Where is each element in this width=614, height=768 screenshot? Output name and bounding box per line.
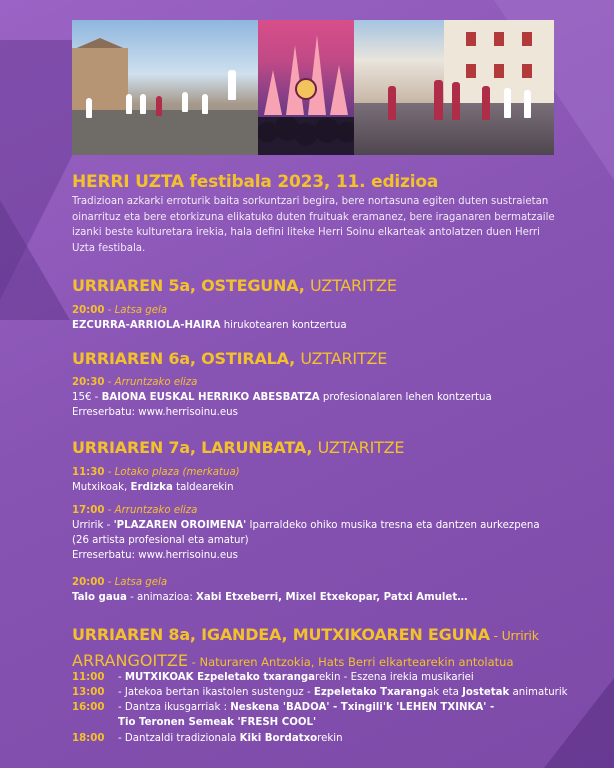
photo-street-dancers: [354, 20, 554, 155]
event-performer: MUTXIKOAK Ezpeletako txaranga: [124, 672, 315, 683]
event: [72, 685, 568, 700]
day-heading: [72, 625, 539, 644]
event: [72, 731, 343, 746]
event-description: - Dantza ikusgarriak :: [118, 702, 231, 713]
photo-church-silhouettes: [258, 20, 354, 155]
event: 20:00 - Latsa gela EZCURRA-ARRIOLA-HAIRA hirukotearen kontzertua: [72, 305, 347, 331]
event-performer: Erdizka: [130, 482, 173, 493]
event-price: Urririk -: [72, 520, 114, 531]
day-location: ARRANGOITZE: [72, 651, 188, 670]
background-shape: [0, 200, 70, 320]
event: 20:30 - Arruntzako eliza 15€ - BAIONA EUSKAL HERRIKO ABESBATZA profesionalaren lehen kontzertua Erreserbatu: www.herrisoinu.eus: [72, 375, 572, 420]
festival-intro: Tradizioan azkarki erroturik baita sorkuntzari begira, bere nortasuna egiten duten sustraietan oinarrituz eta bere etorkizuna elikatuko duten fruituak eramanez, bere iraganaren bermatzaile izanki beste kulturetara irekia, hala defini liteke Herri Soinu elkarteak antolatzen duen Herri Uzta festibala.: [72, 196, 555, 254]
event-description-cont: rekin: [317, 733, 343, 744]
event-title: Talo gaua: [72, 592, 127, 603]
event-type: Mutxikoak,: [72, 482, 131, 493]
event: [72, 700, 494, 715]
event-performers-cont: Tio Teronen Semeak 'FRESH COOL': [118, 717, 317, 728]
event-time: 20:30: [72, 377, 105, 388]
day-location-detail: - Naturaren Antzokia, Hats Berri elkartearekin antolatua: [188, 655, 514, 669]
event-time: 18:00: [72, 733, 105, 744]
day-location-line: [72, 651, 514, 670]
day-date: URRIAREN 7a, LARUNBATA,: [72, 438, 313, 457]
event-continuation: [72, 715, 316, 730]
event-description: - animazioa:: [126, 592, 197, 603]
festival-title: HERRI UZTA festibala 2023, 11. edizioa: [72, 172, 439, 192]
event-place: Arruntzako eliza: [114, 377, 198, 388]
event-place: Arruntzako eliza: [114, 505, 198, 516]
event: 20:00 - Latsa gela Talo gaua - animazioa: Xabi Etxeberri, Mixel Etxekopar, Patxi Amulet…: [72, 577, 468, 603]
event-performer: Kiki Bordatxo: [239, 733, 318, 744]
event-description-cont: ak eta: [427, 687, 463, 698]
event-description: - Dantzaldi tradizionala: [118, 733, 240, 744]
event-time: 16:00: [72, 702, 105, 713]
event-performer: Jostetak: [462, 687, 510, 698]
event-time: 13:00: [72, 687, 105, 698]
event-description-cont: (26 artista profesional eta amatur): [72, 535, 249, 546]
event-description-cont: animaturik: [509, 687, 568, 698]
event-booking: Erreserbatu: www.herrisoinu.eus: [72, 407, 238, 418]
event-performer: Ezpeletako Txarang: [313, 687, 427, 698]
event-performer: BAIONA EUSKAL HERRIKO ABESBATZA: [101, 392, 320, 403]
day-location: UZTARITZE: [317, 438, 405, 457]
day-free-entry: - Urririk: [489, 628, 539, 643]
event-performer: EZCURRA-ARRIOLA-HAIRA: [72, 320, 221, 331]
event: 11:30 - Lotako plaza (merkatua) Mutxikoak, Erdizka taldearekin: [72, 467, 240, 493]
event-description: Iparraldeko ohiko musika tresna eta dantzen aurkezpena: [246, 520, 540, 531]
event-place: Latsa gela: [114, 577, 168, 588]
event-time: 20:00: [72, 305, 105, 316]
event-time: 11:00: [72, 672, 105, 683]
event-performers: Neskena 'BADOA' - Txingili'k 'LEHEN TXINKA' -: [230, 702, 495, 713]
event-description: hirukotearen kontzertua: [220, 320, 347, 331]
event-place: Latsa gela: [114, 305, 168, 316]
day-date: URRIAREN 6a, OSTIRALA,: [72, 349, 296, 368]
event-description: taldearekin: [172, 482, 234, 493]
event-description: profesionalaren lehen kontzertua: [319, 392, 492, 403]
event-price: 15€ -: [72, 392, 102, 403]
day-date: URRIAREN 5a, OSTEGUNA,: [72, 276, 305, 295]
event-performers: Xabi Etxeberri, Mixel Etxekopar, Patxi Amulet…: [196, 592, 468, 603]
event-booking: Erreserbatu: www.herrisoinu.eus: [72, 550, 238, 561]
photo-dancers-square: [72, 20, 258, 155]
event-performer: 'PLAZAREN OROIMENA': [113, 520, 247, 531]
event-time: 17:00: [72, 505, 105, 516]
event: [72, 670, 474, 685]
event: 17:00 - Arruntzako eliza Urririk - 'PLAZAREN OROIMENA' Iparraldeko ohiko musika tresna eta dantzen aurkezpena (26 artista profesional eta amatur) Erreserbatu: www.herrisoinu.eus: [72, 503, 572, 563]
day-heading: [72, 438, 404, 457]
day-location: UZTARITZE: [300, 349, 388, 368]
event-description: rekin - Eszena irekia musikariei: [315, 672, 474, 683]
day-heading: [72, 276, 397, 295]
event-time: 20:00: [72, 577, 105, 588]
event-prefix: -: [118, 672, 125, 683]
event-place: Lotako plaza (merkatua): [114, 467, 240, 478]
event-description: - Jatekoa bertan ikastolen sustenguz -: [118, 687, 314, 698]
day-date: URRIAREN 8a, IGANDEA, MUTXIKOAREN EGUNA: [72, 625, 490, 644]
day-heading: [72, 349, 387, 368]
event-time: 11:30: [72, 467, 105, 478]
day-location: UZTARITZE: [309, 276, 397, 295]
